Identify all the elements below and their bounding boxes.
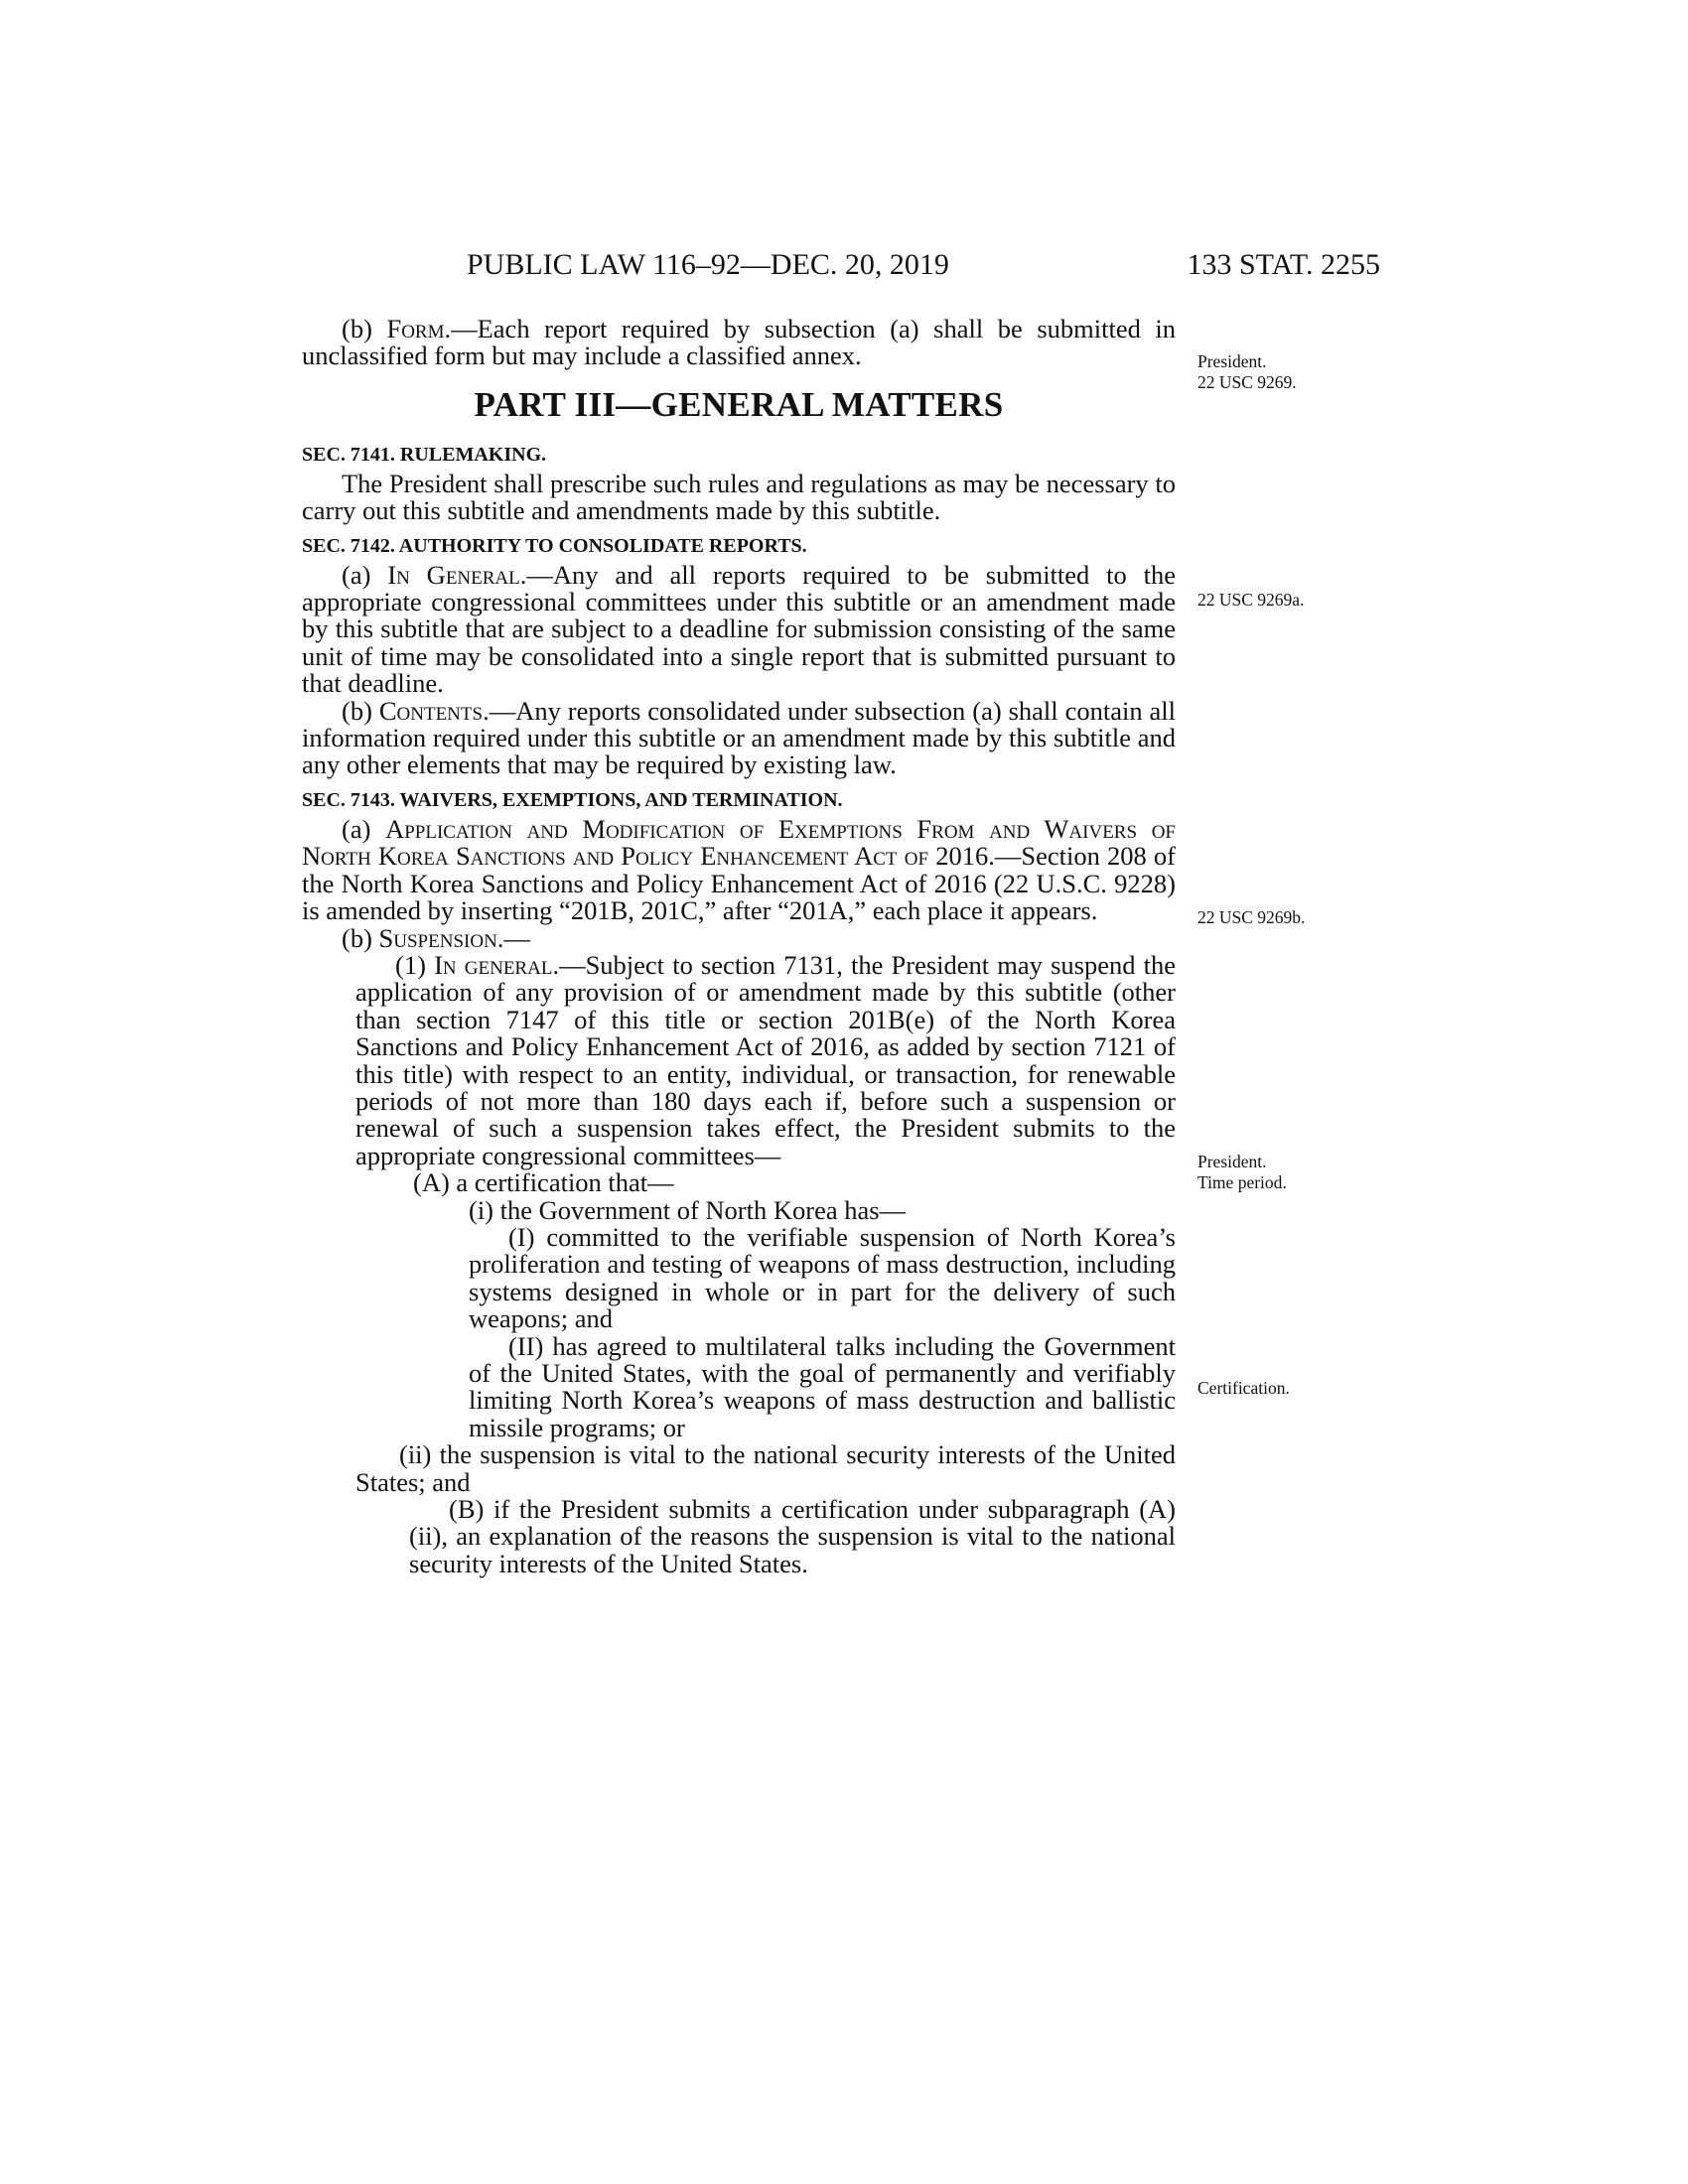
page-header	[467, 248, 1380, 288]
subsection-heading: Form	[386, 314, 445, 343]
section-7143-a: (a) Application and Modification of Exemptions From and Waivers of North Korea Sanctions and Policy Enhancement Act of 2016.—Section 208 of the North Korea Sanctions and Policy Enhancement Act of 2016 (22 U.S.C. 9228) is amended by inserting “201B, 201C,” after “201A,” each place it appears.	[302, 813, 1177, 926]
subsection-b-form: (b) Form.—Each report required by subsection (a) shall be submitted in unclassified form but may include a classified annex.	[302, 314, 1176, 371]
law-citation: PUBLIC LAW 116–92—DEC. 20, 2019	[467, 248, 949, 281]
subparagraph-B: (B) if the President submits a certification under subparagraph (A)(ii), an explanation of the reasons the suspension is vital to the national security interests of the United States.	[409, 1494, 1176, 1578]
section-heading-7141: SEC. 7141. RULEMAKING.	[302, 443, 547, 466]
subsection-heading: Suspension	[378, 922, 497, 953]
margin-note-certification: Certification.	[1197, 1378, 1290, 1398]
subsection-heading: In General	[387, 559, 520, 590]
section-heading-7142: SEC. 7142. AUTHORITY TO CONSOLIDATE REPORTS.	[302, 534, 807, 557]
clause-ii: (ii) the suspension is vital to the national security interests of the United States; and	[355, 1439, 1176, 1497]
clause-i: (i) the Government of North Korea has—	[469, 1194, 907, 1225]
subsection-heading: Application and Modification of Exemptions From and Waivers of North Korea Sanctions and Policy Enhancement Act of 2016	[302, 813, 1176, 872]
section-heading-7143: SEC. 7143. WAIVERS, EXEMPTIONS, AND TERMINATION.	[302, 788, 843, 811]
margin-note-usc-9269a: 22 USC 9269a.	[1197, 590, 1305, 610]
section-7143-b: (b) Suspension.—	[342, 922, 530, 953]
margin-note-president-time-period: President. Time period.	[1197, 1152, 1287, 1192]
section-7141-text: The President shall prescribe such rules and regulations as may be necessary to carry out this subtitle and amendments made by this subtitle.	[302, 468, 1176, 526]
section-7142-a: (a) In General.—Any and all reports required to be submitted to the appropriate congressional committees under this subtitle or an amendment made by this subtitle that are subject to a deadline for submission consisting of the same unit of time may be consolidated into a single report that is submitted pursuant to that deadline.	[302, 559, 1176, 699]
section-7142-b: (b) Contents.—Any reports consolidated under subsection (a) shall contain all information required under this subtitle or an amendment made by this subtitle and any other elements that may be required by existing law.	[302, 695, 1176, 780]
subclause-II: (II) has agreed to multilateral talks including the Government of the United States, with the goal of permanently and verifiably limiting North Korea’s weapons of mass destruction and ballistic missile programs; or	[469, 1330, 1176, 1442]
subsection-heading: Contents	[378, 695, 484, 726]
subparagraph-A: (A) a certification that—	[413, 1167, 674, 1198]
part-title: PART III—GENERAL MATTERS	[474, 384, 1004, 424]
paragraph-1: (1) In general.—Subject to section 7131, the President may suspend the application of any provision of or amendment made by this subtitle (other than section 7147 of this title or section 201B(e) of the North Korea Sanctions and Policy Enhancement Act of 2016, as added by section 7121 of this title) with respect to an entity, individual, or transaction, for renewable periods of not more than 180 days each if, before such a suspension or renewal of such a suspension takes effect, the President submits to the appropriate congressional committees—	[355, 949, 1177, 1170]
paragraph-heading: In general	[434, 949, 553, 980]
margin-note-president: President. 22 USC 9269.	[1197, 351, 1297, 392]
margin-note-usc-9269b: 22 USC 9269b.	[1197, 907, 1306, 927]
stat-citation: 133 STAT. 2255	[1187, 248, 1380, 281]
document-body	[302, 316, 1176, 1577]
subclause-I: (I) committed to the verifiable suspension of North Korea’s proliferation and testing of weapons of mass destruction, including systems designed in whole or in part for the delivery of such weapons; and	[469, 1221, 1176, 1334]
